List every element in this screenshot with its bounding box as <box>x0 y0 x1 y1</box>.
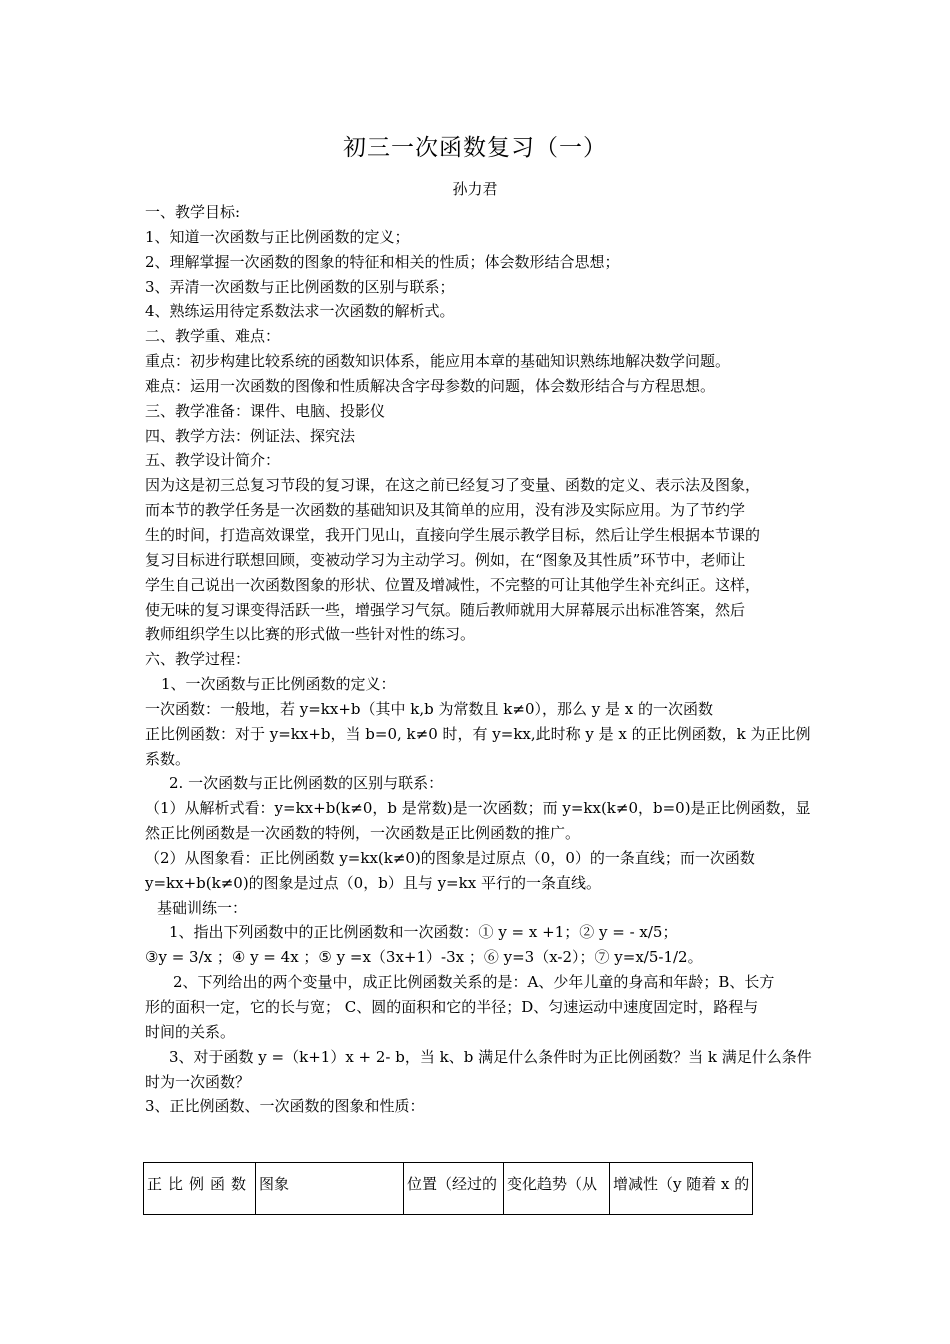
paragraph-line: y=kx+b(k≠0)的图象是过点（0，b）且与 y=kx 平行的一条直线。 <box>145 873 601 892</box>
table-header-cell: 位置（经过的 <box>404 1163 504 1215</box>
paragraph-line: 教师组织学生以比赛的形式做一些针对性的练习。 <box>145 625 476 644</box>
paragraph-line: 3、弄清一次函数与正比例函数的区别与联系； <box>145 277 455 296</box>
paragraph-line: 难点：运用一次函数的图像和性质解决含字母参数的问题，体会数形结合与方程思想。 <box>145 376 716 395</box>
table-header-row <box>144 1163 753 1215</box>
document-title: 初三一次函数复习（一） <box>343 135 607 161</box>
document-author: 孙力君 <box>452 180 498 198</box>
paragraph-line: （2）从图象看：正比例函数 y=kx(k≠0)的图象是过原点（0，0）的一条直线；而一次函数 <box>145 848 755 867</box>
paragraph-line: 2、理解掌握一次函数的图象的特征和相关的性质；体会数形结合思想； <box>145 252 620 271</box>
paragraph-line: 复习目标进行联想回顾，变被动学习为主动学习。例如，在“图象及其性质”环节中，老师让 <box>145 550 746 569</box>
exercise-heading: 基础训练一： <box>157 898 248 917</box>
exercise-line: 3、对于函数 y =（k+1）x + 2- b，当 k、b 满足什么条件时为正比例函数？当 k 满足什么条件 <box>169 1047 812 1066</box>
table-header-cell: 图象 <box>256 1163 404 1215</box>
subsection-heading: 1、一次函数与正比例函数的定义： <box>161 675 396 694</box>
paragraph-line: 一次函数：一般地，若 y=kx+b（其中 k,b 为常数且 k≠0），那么 y 是 x 的一次函数 <box>145 699 714 718</box>
paragraph-line: 重点：初步构建比较系统的函数知识体系，能应用本章的基础知识熟练地解决数学问题。 <box>145 352 731 371</box>
table-header-cell: 增减性（y 随着 x 的 <box>610 1163 753 1215</box>
paragraph-line: 然正比例函数是一次函数的特例，一次函数是正比例函数的推广。 <box>145 824 581 843</box>
document-body <box>145 200 815 1119</box>
paragraph-line: 而本节的教学任务是一次函数的基础知识及其简单的应用，没有涉及实际应用。为了节约学 <box>145 501 746 520</box>
paragraph-line: 学生自己说出一次函数图象的形状、位置及增减性，不完整的可让其他学生补充纠正。这样， <box>145 575 761 594</box>
section-heading: 六、教学过程： <box>145 650 251 669</box>
paragraph-line: 4、熟练运用待定系数法求一次函数的解析式。 <box>145 302 455 321</box>
section-heading: 二、教学重、难点： <box>145 327 281 346</box>
subsection-heading: 3、正比例函数、一次函数的图象和性质： <box>145 1097 425 1116</box>
paragraph-line: 因为这是初三总复习节段的复习课，在这之前已经复习了变量、函数的定义、表示法及图象， <box>145 476 761 495</box>
exercise-line: 时为一次函数？ <box>145 1072 251 1091</box>
section-heading: 五、教学设计简介： <box>145 451 281 470</box>
exercise-line: ③y = 3/x ；④ y = 4x ；⑤ y =x（3x+1）-3x ；⑥ y=3（x-2）；⑦ y=x/5-1/2。 <box>145 948 703 967</box>
table-header-cell: 变化趋势（从 <box>504 1163 610 1215</box>
exercise-line: 形的面积一定，它的长与宽； C、圆的面积和它的半径；D、匀速运动中速度固定时，路程与 <box>145 998 759 1016</box>
properties-table <box>143 1162 753 1215</box>
section-heading: 一、教学目标: <box>145 203 241 221</box>
subsection-heading: 2. 一次函数与正比例函数的区别与联系： <box>169 774 444 793</box>
exercise-line: 时间的关系。 <box>145 1022 236 1041</box>
paragraph-line: 使无味的复习课变得活跃一些，增强学习气氛。随后教师就用大屏幕展示出标准答案，然后 <box>145 600 746 619</box>
exercise-line: 1、指出下列函数中的正比例函数和一次函数：① y = x +1；② y = - x/5； <box>169 923 678 942</box>
paragraph-line: 1、知道一次函数与正比例函数的定义； <box>145 227 410 246</box>
paragraph-line: 正比例函数：对于 y=kx+b，当 b=0, k≠0 时，有 y=kx,此时称 y 是 x 的正比例函数，k 为正比例 <box>145 724 811 743</box>
paragraph-line: 系数。 <box>145 749 191 768</box>
section-heading: 四、教学方法：例证法、探究法 <box>145 426 356 445</box>
paragraph-line: （1）从解析式看：y=kx+b(k≠0，b 是常数)是一次函数；而 y=kx(k≠0，b=0)是正比例函数，显 <box>145 799 811 818</box>
section-heading: 三、教学准备：课件、电脑、投影仪 <box>145 401 386 420</box>
paragraph-line: 生的时间，打造高效课堂，我开门见山，直接向学生展示教学目标，然后让学生根据本节课的 <box>145 525 761 544</box>
exercise-line: 2、下列给出的两个变量中，成正比例函数关系的是：A、少年儿童的身高和年龄；B、长方 <box>173 973 775 992</box>
table-header-cell: 正比例函数 <box>144 1163 256 1215</box>
